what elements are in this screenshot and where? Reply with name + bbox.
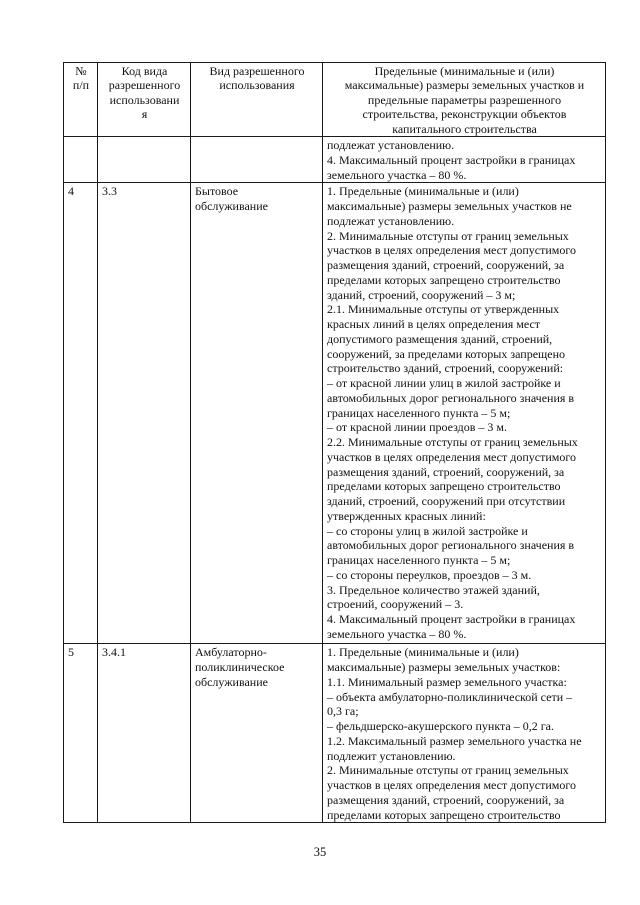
text-line: участков в целях определения мест допустимого (327, 778, 576, 793)
text-line: подлежит установлению. (327, 748, 456, 763)
cell-number (64, 644, 98, 823)
text-line: – от красной линии проездов – 3 м. (327, 420, 508, 435)
text-line: п/п (72, 78, 90, 93)
text-line: 2.2. Минимальные отступы от границ земельных (327, 435, 578, 450)
table-header-row (64, 63, 606, 137)
text-line: максимальные) размеры земельных участков: (327, 660, 561, 675)
text-line: земельного участка – 80 %. (327, 167, 467, 182)
text-line: 1.1. Минимальный размер земельного участка: (327, 674, 567, 689)
text-line: границах населенного пункта – 5 м; (327, 405, 511, 420)
text-line: пределами которых запрещено строительство (327, 807, 561, 822)
text-line: разрешенного (108, 78, 181, 93)
text-line: 4. Максимальный процент застройки в границах (327, 152, 576, 167)
text-line: капитального строительства (392, 121, 537, 136)
text-line: автомобильных дорог регионального значения в (327, 390, 575, 405)
text-line: подлежат установлению. (327, 213, 455, 228)
text-line: сооружений, за пределами которых запрещено (327, 346, 566, 361)
text-line: 4 (68, 184, 74, 199)
text-line: – от красной линии улиц в жилой застройке и (327, 376, 561, 391)
text-line: Код вида (121, 64, 168, 78)
text-line: участков в целях определения мест допустимого (327, 243, 576, 258)
text-line: Вид разрешенного (209, 64, 305, 78)
text-line: подлежат установлению. (327, 138, 455, 153)
text-line: использования (219, 78, 295, 93)
cell-number (64, 137, 98, 183)
text-line: зданий, строений, сооружений при отсутствии (327, 494, 566, 509)
text-line: размещения зданий, строений, сооружений, за (327, 464, 565, 479)
text-line: пределами которых запрещено строительство (327, 272, 561, 287)
text-line: Бытовое (195, 184, 239, 199)
text-line: обслуживание (195, 674, 268, 689)
text-line: – со стороны переулков, проездов – 3 м. (327, 567, 532, 582)
text-line: 3. Предельное количество этажей зданий, (327, 582, 540, 597)
text-line: автомобильных дорог регионального значения в (327, 538, 575, 553)
cell-use-type (191, 644, 323, 823)
page-number: 35 (313, 845, 327, 859)
text-line: 1. Предельные (минимальные и (или) (327, 184, 519, 199)
text-line: строений, сооружений – 3. (327, 597, 464, 612)
cell-use-code (98, 137, 191, 183)
table-row (64, 137, 606, 183)
text-line: допустимого размещения зданий, строений, (327, 331, 553, 346)
text-line: строительство зданий, строений, сооружений: (327, 361, 564, 376)
cell-limits (323, 137, 606, 183)
text-line: использовани (109, 92, 180, 107)
text-line: участков в целях определения мест допустимого (327, 449, 576, 464)
text-line: красных линий в целях определения мест (327, 317, 541, 332)
cell-number (64, 183, 98, 644)
header-number (64, 63, 98, 137)
text-line: – фельдшерско-акушерского пункта – 0,2 га. (327, 719, 554, 734)
text-line: поликлиническое (195, 660, 285, 675)
text-line: 0,3 га; (327, 704, 359, 719)
text-line: земельного участка – 80 %. (327, 626, 467, 641)
text-line: размещения зданий, строений, сооружений, за (327, 258, 565, 273)
cell-use-type (191, 137, 323, 183)
text-line: 1. Предельные (минимальные и (или) (327, 645, 519, 660)
text-line: – объекта амбулаторно-поликлинической сети – (327, 689, 573, 704)
text-line: я (141, 107, 148, 122)
header-use-type (191, 63, 323, 137)
table-row (64, 644, 606, 823)
header-limits (323, 63, 606, 137)
text-line: границах населенного пункта – 5 м; (327, 553, 511, 568)
text-line: пределами которых запрещено строительство (327, 479, 561, 494)
text-line: 3.3 (102, 184, 117, 199)
land-use-table (63, 62, 606, 823)
cell-use-code (98, 183, 191, 644)
header-use-code (98, 63, 191, 137)
text-line: зданий, строений, сооружений – 3 м; (327, 287, 516, 302)
cell-use-code (98, 644, 191, 823)
table-row (64, 183, 606, 644)
text-line: утвержденных красных линий: (327, 508, 486, 523)
text-line: максимальные) размеры земельных участков не (327, 199, 572, 214)
text-line: размещения зданий, строений, сооружений, за (327, 792, 565, 807)
text-line: обслуживание (195, 199, 268, 214)
text-line: 1.2. Максимальный размер земельного участка не (327, 733, 582, 748)
text-line: 2.1. Минимальные отступы от утвержденных (327, 302, 560, 317)
cell-limits (323, 644, 606, 823)
text-line: 2. Минимальные отступы от границ земельных (327, 228, 569, 243)
cell-limits (323, 183, 606, 644)
text-line: 3.4.1 (102, 645, 126, 660)
text-line: строительства, реконструкции объектов (362, 107, 567, 122)
text-line: 4. Максимальный процент застройки в границах (327, 612, 576, 627)
text-line: Амбулаторно- (195, 645, 267, 660)
text-line: – со стороны улиц в жилой застройке и (327, 523, 528, 538)
text-line: максимальные) размеры земельных участков и (344, 78, 585, 93)
text-line: предельные параметры разрешенного (367, 92, 562, 107)
text-line: 2. Минимальные отступы от границ земельных (327, 763, 569, 778)
text-line: 5 (68, 645, 74, 660)
text-line: Предельные (минимальные и (или) (374, 64, 555, 78)
cell-use-type (191, 183, 323, 644)
text-line: № (75, 64, 87, 78)
